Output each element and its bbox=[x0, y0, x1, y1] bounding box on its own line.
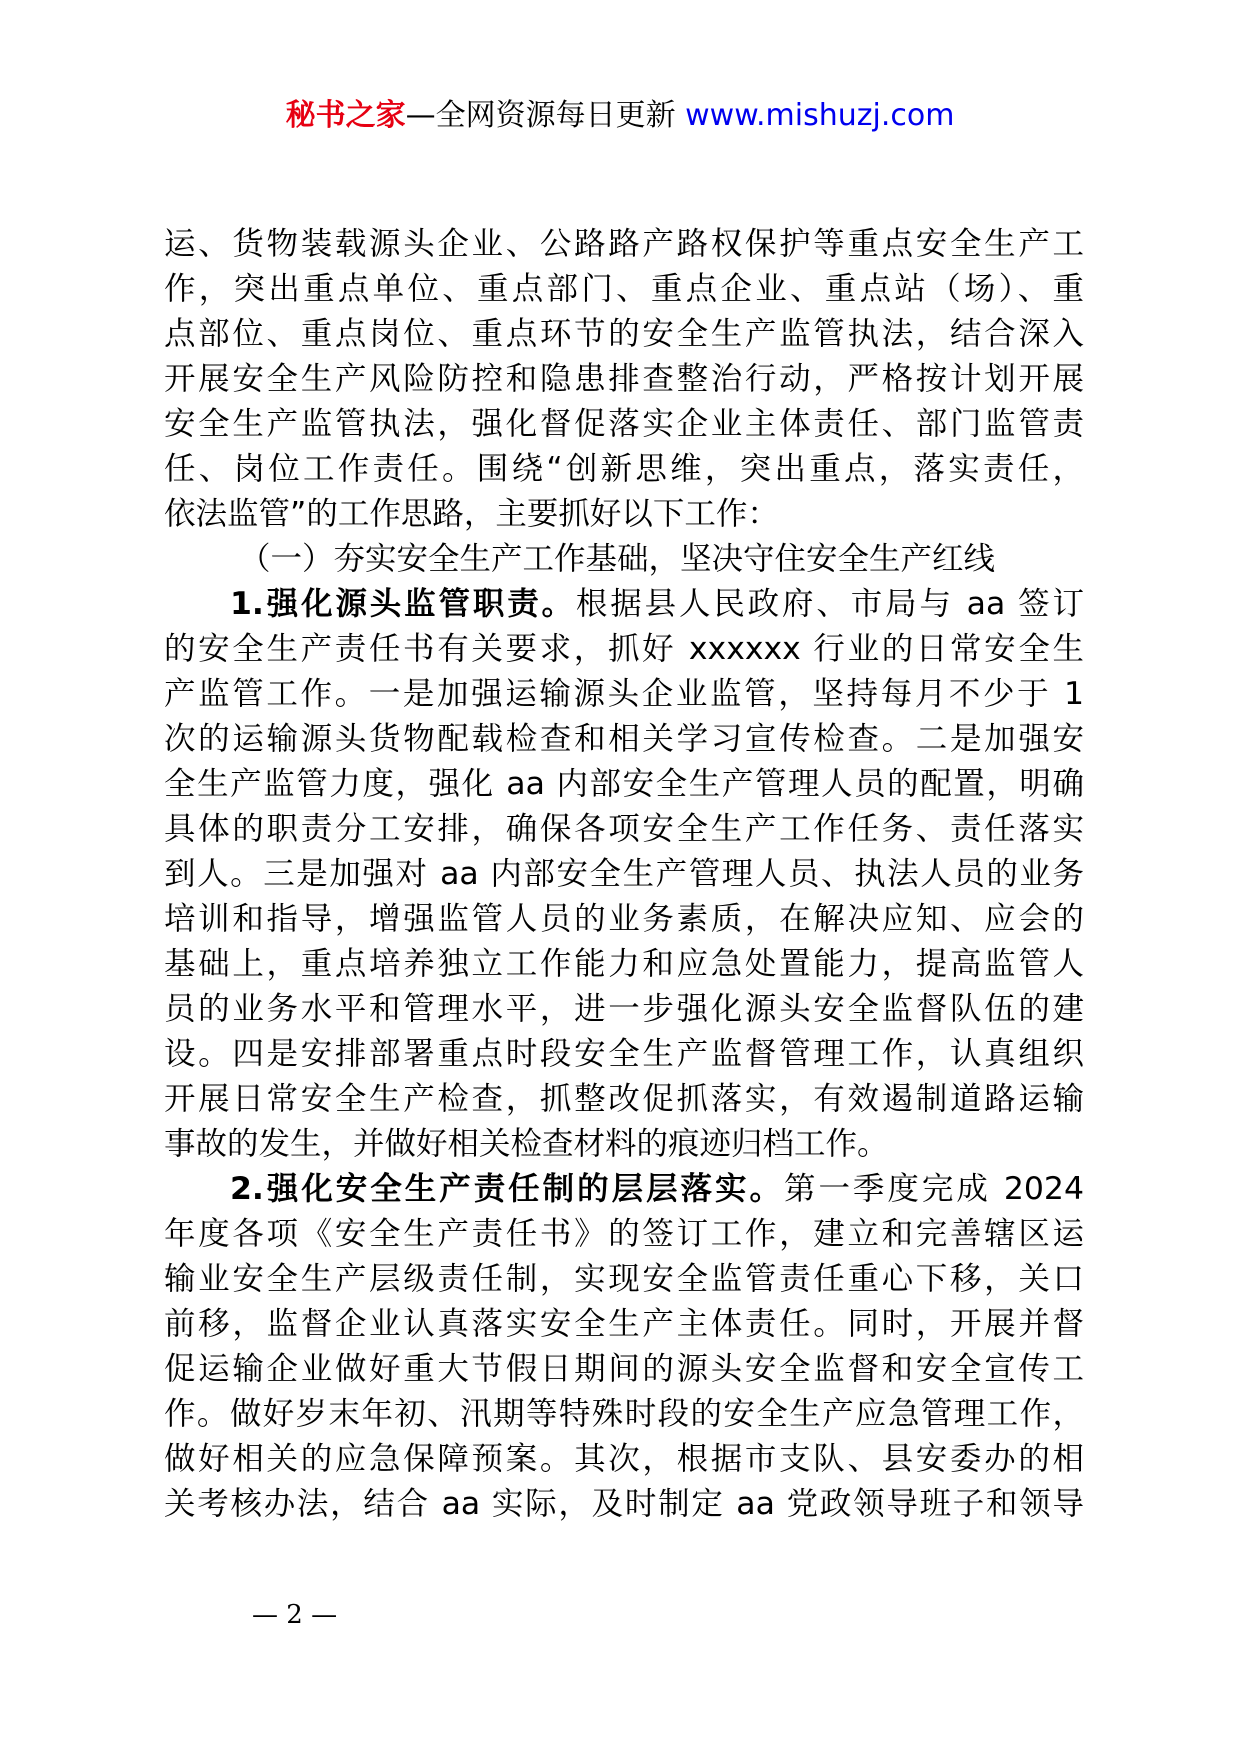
body-line: 到人。三是加强对 aa 内部安全生产管理人员、执法人员的业务 bbox=[164, 856, 1084, 892]
body-line: 开展安全生产风险防控和隐患排查整治行动，严格按计划开展 bbox=[164, 361, 1084, 397]
paragraph-2-heading: 2.强化安全生产责任制的层层落实。 bbox=[230, 1171, 784, 1207]
site-url-link[interactable]: www.mishuzj.com bbox=[685, 98, 955, 133]
body-line: 做好相关的应急保障预案。其次，根据市支队、县安委办的相 bbox=[164, 1441, 1084, 1477]
body-line: 关考核办法，结合 aa 实际，及时制定 aa 党政领导班子和领导 bbox=[164, 1486, 1084, 1522]
body-line: 作。做好岁末年初、汛期等特殊时段的安全生产应急管理工作， bbox=[164, 1396, 1084, 1432]
brand-name: 秘书之家 bbox=[285, 98, 406, 133]
body-line: 产监管工作。一是加强运输源头企业监管，坚持每月不少于 1 bbox=[164, 676, 1084, 712]
body-line: 作，突出重点单位、重点部门、重点企业、重点站（场）、重 bbox=[164, 271, 1084, 307]
paragraph-2-lead: 第一季度完成 2024 bbox=[783, 1171, 1084, 1207]
body-line: 开展日常安全生产检查，抓整改促抓落实，有效遏制道路运输 bbox=[164, 1081, 1084, 1117]
section-heading-1: （一）夯实安全生产工作基础，坚决守住安全生产红线 bbox=[239, 541, 996, 577]
body-line: 培训和指导，增强监管人员的业务素质，在解决应知、应会的 bbox=[164, 901, 1084, 937]
body-line: 运、货物装载源头企业、公路路产路权保护等重点安全生产工 bbox=[164, 226, 1084, 262]
body-line: 基础上，重点培养独立工作能力和应急处置能力，提高监管人 bbox=[164, 946, 1084, 982]
body-line: 点部位、重点岗位、重点环节的安全生产监管执法，结合深入 bbox=[164, 316, 1084, 352]
body-line: 员的业务水平和管理水平，进一步强化源头安全监督队伍的建 bbox=[164, 991, 1084, 1027]
body-line: 具体的职责分工安排，确保各项安全生产工作任务、责任落实 bbox=[164, 811, 1084, 847]
page-number: — 2 — bbox=[252, 1600, 338, 1630]
paragraph-1-first-line bbox=[164, 582, 1084, 627]
body-line: 任、岗位工作责任。围绕“创新思维，突出重点，落实责任， bbox=[164, 451, 1084, 487]
header-tagline: —全网资源每日更新 bbox=[405, 98, 686, 133]
paragraph-2-first-line bbox=[164, 1167, 1084, 1212]
body-line: 年度各项《安全生产责任书》的签订工作，建立和完善辖区运 bbox=[164, 1216, 1084, 1252]
body-line: 的安全生产责任书有关要求，抓好 xxxxxx 行业的日常安全生 bbox=[164, 631, 1084, 667]
body-line: 输业安全生产层级责任制，实现安全监管责任重心下移，关口 bbox=[164, 1261, 1084, 1297]
body-line: 促运输企业做好重大节假日期间的源头安全监督和安全宣传工 bbox=[164, 1351, 1084, 1387]
body-line: 事故的发生，并做好相关检查材料的痕迹归档工作。 bbox=[164, 1126, 889, 1162]
body-line: 全生产监管力度，强化 aa 内部安全生产管理人员的配置，明确 bbox=[164, 766, 1084, 802]
site-header bbox=[0, 96, 1240, 136]
body-line: 设。四是安排部署重点时段安全生产监督管理工作，认真组织 bbox=[164, 1036, 1084, 1072]
body-line: 前移，监督企业认真落实安全生产主体责任。同时，开展并督 bbox=[164, 1306, 1084, 1342]
body-line: 依法监管”的工作思路，主要抓好以下工作： bbox=[164, 496, 779, 532]
paragraph-1-lead: 根据县人民政府、市局与 aa 签订 bbox=[575, 586, 1084, 622]
body-line: 安全生产监管执法，强化督促落实企业主体责任、部门监管责 bbox=[164, 406, 1084, 442]
body-line: 次的运输源头货物配载检查和相关学习宣传检查。二是加强安 bbox=[164, 721, 1084, 757]
paragraph-1-heading: 1.强化源头监管职责。 bbox=[230, 586, 576, 622]
document-body bbox=[164, 222, 1084, 1527]
